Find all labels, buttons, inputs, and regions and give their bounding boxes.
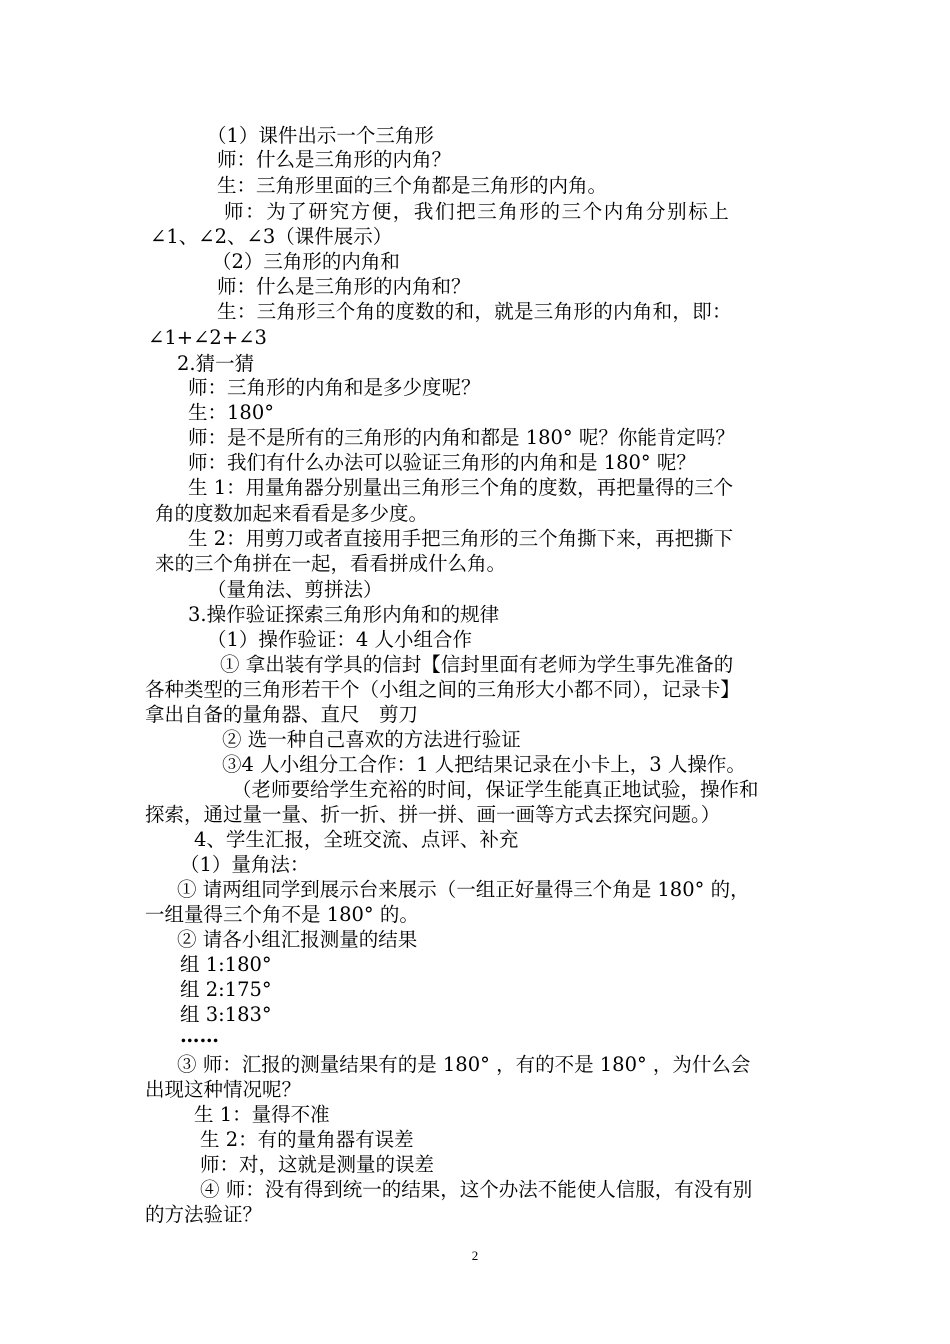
text-line: （量角法、剪拼法）	[207, 578, 383, 601]
text-line: 角的度数加起来看看是多少度。	[155, 502, 429, 525]
text-line: ② 请各小组汇报测量的结果	[177, 928, 418, 951]
text-line: （1）操作验证：4 人小组合作	[207, 628, 473, 651]
text-line: ① 请两组同学到展示台来展示（一组正好量得三个角是 180° 的，	[177, 878, 750, 901]
text-line: ∠1+∠2+∠3	[148, 326, 267, 349]
text-line: 师：对，这就是测量的误差	[200, 1153, 435, 1176]
text-line: 组 3:183°	[180, 1003, 272, 1026]
text-line: 师：什么是三角形的内角？	[217, 148, 452, 171]
text-line: 一组量得三个角不是 180° 的。	[145, 903, 419, 926]
text-line: 生 1：量得不准	[194, 1103, 330, 1126]
text-line: ③4 人小组分工合作：1 人把结果记录在小卡上，3 人操作。	[222, 753, 746, 776]
text-line: （1）课件出示一个三角形	[207, 124, 434, 147]
text-line: ① 拿出装有学具的信封【信封里面有老师为学生事先准备的	[220, 653, 734, 676]
text-line: ……	[180, 1024, 219, 1047]
text-line: 师：三角形的内角和是多少度呢？	[188, 376, 481, 399]
text-line: 出现这种情况呢？	[145, 1078, 302, 1101]
text-line: 拿出自备的量角器、直尺 剪刀	[145, 703, 419, 726]
page-number: 2	[471, 1248, 479, 1263]
text-line: 生 2：用剪刀或者直接用手把三角形的三个角撕下来，再把撕下	[188, 527, 734, 550]
text-line: 师：是不是所有的三角形的内角和都是 180° 呢？你能肯定吗？	[188, 426, 735, 449]
text-line: ③ 师：汇报的测量结果有的是 180° ，有的不是 180° ，为什么会	[177, 1053, 751, 1076]
text-line: 生 1：用量角器分别量出三角形三个角的度数，再把量得的三个	[188, 476, 734, 499]
text-line: 组 1:180°	[180, 953, 272, 976]
text-line: 来的三个角拼在一起，看看拼成什么角。	[155, 552, 507, 575]
text-line: 组 2:175°	[180, 978, 272, 1001]
text-line: 3.操作验证探索三角形内角和的规律	[188, 603, 500, 626]
text-line: 4、学生汇报，全班交流、点评、补充	[194, 828, 519, 851]
text-line: 师：为了研究方便，我们把三角形的三个内角分别标上	[224, 200, 731, 223]
text-line: 探索，通过量一量、折一折、拼一拼、画一画等方式去探究问题。）	[145, 803, 721, 826]
text-line: （1）量角法：	[180, 853, 310, 876]
text-line: ② 选一种自己喜欢的方法进行验证	[222, 728, 521, 751]
text-line: ∠1、∠2、∠3（课件展示）	[150, 225, 393, 248]
text-line: 师：我们有什么办法可以验证三角形的内角和是 180° 呢？	[188, 451, 696, 474]
text-line: （老师要给学生充裕的时间，保证学生能真正地试验，操作和	[232, 778, 759, 801]
text-line: ④ 师：没有得到统一的结果，这个办法不能使人信服，有没有别	[200, 1178, 753, 1201]
text-line: 生：180°	[188, 401, 274, 424]
text-line: 师：什么是三角形的内角和？	[217, 275, 471, 298]
text-line: （2）三角形的内角和	[212, 250, 400, 273]
text-line: 的方法验证？	[145, 1203, 263, 1226]
text-line: 生 2：有的量角器有误差	[200, 1128, 414, 1151]
text-line: 生：三角形里面的三个角都是三角形的内角。	[217, 174, 608, 197]
text-line: 各种类型的三角形若干个（小组之间的三角形大小都不同），记录卡】	[145, 678, 740, 701]
text-line: 生：三角形三个角的度数的和，就是三角形的内角和，即：	[217, 300, 732, 323]
text-line: 2.猜一猜	[177, 352, 255, 375]
